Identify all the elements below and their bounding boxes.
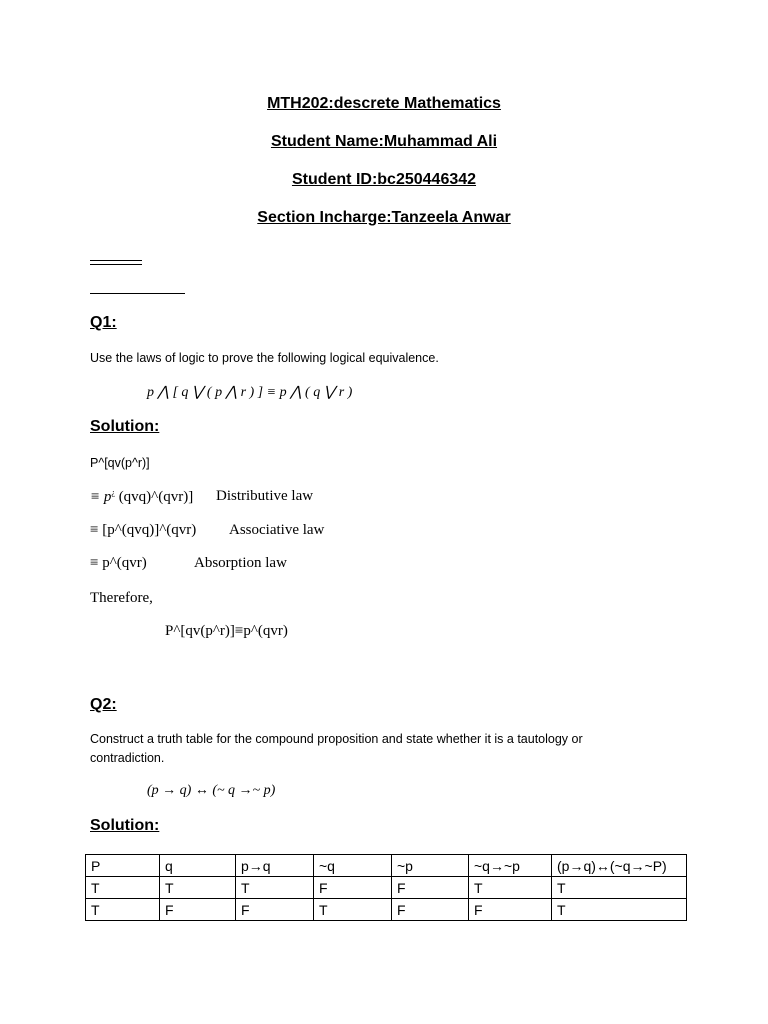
table-cell: F [236, 899, 314, 921]
q2-solution-label: Solution: [90, 817, 160, 834]
q1-start-expression: P^[qv(p^r)] [90, 456, 150, 470]
q1-step-3: ≡ p^(qvr) [90, 555, 147, 571]
divider-line [90, 264, 142, 265]
course-title: MTH202:descrete Mathematics [267, 95, 501, 112]
table-header-cell: P [86, 855, 160, 877]
table-header-cell: (p→q)↔(~q→~P) [552, 855, 687, 877]
table-cell: T [86, 877, 160, 899]
q2-prompt: Construct a truth table for the compound proposition and state whether it is a tautology or contradiction. [90, 732, 583, 765]
table-cell: F [160, 899, 236, 921]
table-header-row [86, 855, 687, 877]
table-row [86, 899, 687, 921]
table-row [86, 877, 687, 899]
divider-line [90, 260, 142, 261]
divider-line [90, 293, 185, 294]
q1-step-1 [90, 488, 193, 506]
student-name: Student Name:Muhammad Ali [270, 133, 498, 150]
table-cell: T [314, 899, 392, 921]
table-cell: F [314, 877, 392, 899]
q1-step-3-law: Absorption law [194, 555, 287, 571]
table-cell: F [392, 899, 469, 921]
q1-step-2: ≡ [p^(qvq)]^(qvr) [90, 522, 197, 538]
q1-solution-label: Solution: [90, 418, 160, 435]
table-cell: T [552, 899, 687, 921]
table-cell: F [392, 877, 469, 899]
table-header-cell: p→q [236, 855, 314, 877]
table-cell: T [160, 877, 236, 899]
truth-table [85, 854, 687, 921]
table-header-cell: q [160, 855, 236, 877]
table-header-cell: ~q→~p [469, 855, 552, 877]
section-incharge: Section Incharge:Tanzeela Anwar [257, 209, 511, 226]
q1-equation: p ⋀ [ q ⋁ ( p ⋀ r ) ] ≡ p ⋀ ( q ⋁ r ) [147, 385, 353, 400]
table-cell: T [86, 899, 160, 921]
q1-step-1-law: Distributive law [216, 488, 314, 504]
q1-therefore: Therefore, [90, 590, 153, 606]
q2-equation: (p → q) ↔ (~ q →~ p) [147, 783, 276, 798]
table-header-cell: ~q [314, 855, 392, 877]
table-cell: T [236, 877, 314, 899]
table-cell: F [469, 899, 552, 921]
q1-prompt: Use the laws of logic to prove the following logical equivalence. [90, 351, 439, 365]
table-cell: T [469, 877, 552, 899]
q1-label: Q1: [90, 314, 117, 331]
student-id: Student ID:bc250446342 [291, 171, 477, 188]
q2-label: Q2: [90, 696, 117, 713]
q1-conclusion: P^[qv(p^r)]≡p^(qvr) [165, 623, 288, 639]
table-header-cell: ~p [392, 855, 469, 877]
step-expression: ≡ p¿ (qvq)^(qvr)] [90, 488, 194, 505]
table-cell: T [552, 877, 687, 899]
q1-step-2-law: Associative law [229, 522, 325, 538]
